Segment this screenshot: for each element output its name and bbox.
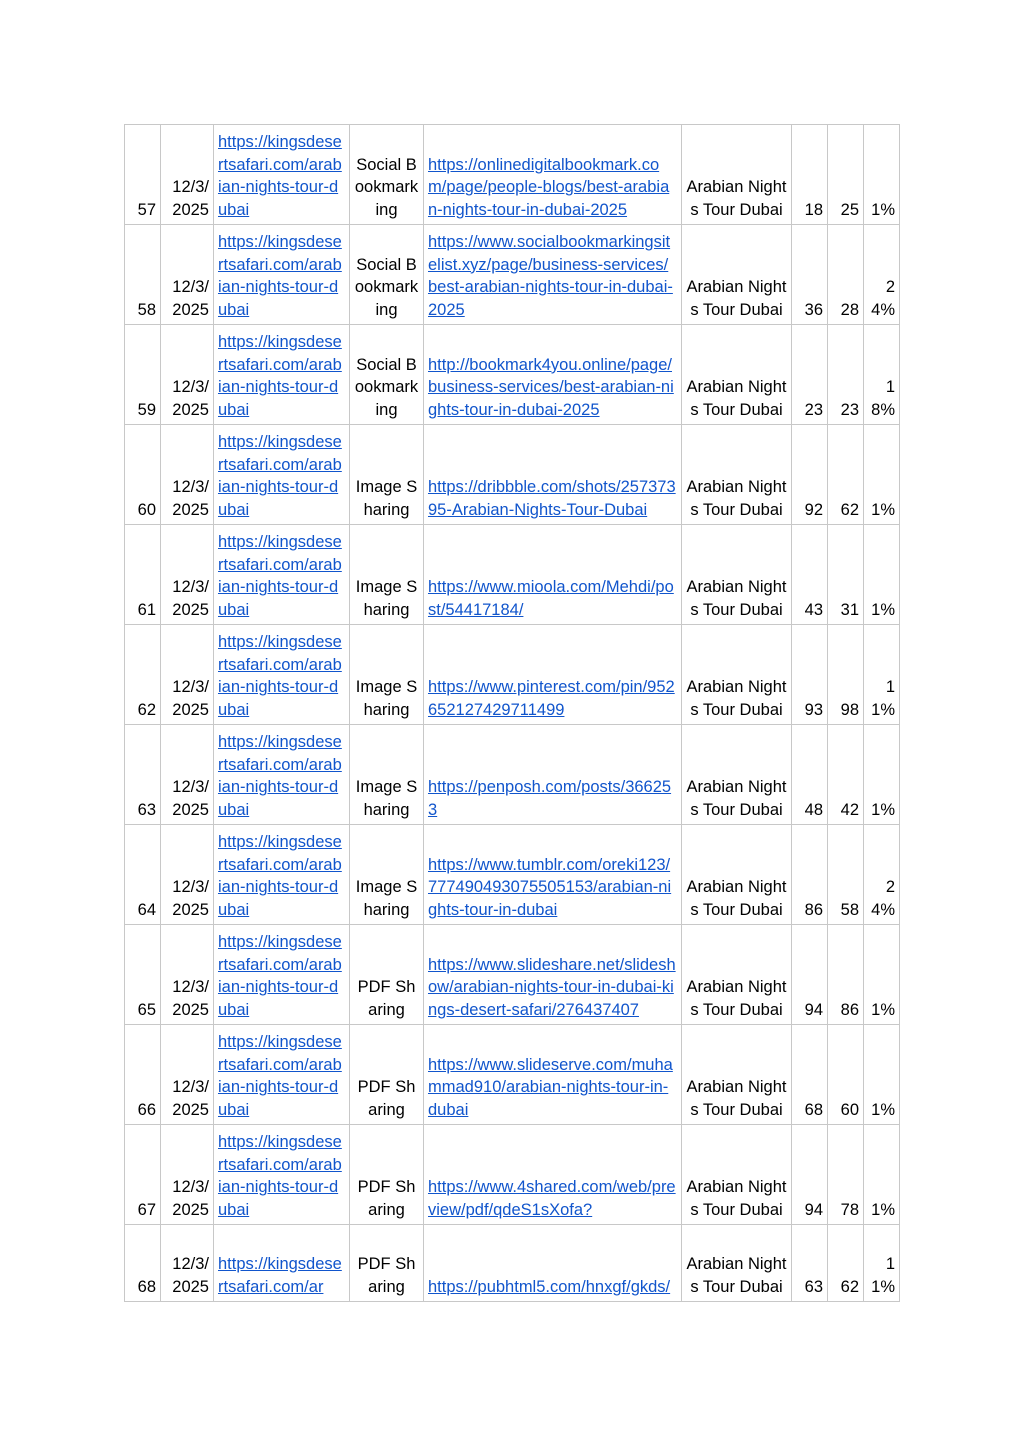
row-number-text: 57 xyxy=(137,201,156,220)
submission-url-link[interactable]: https://onlinedigitalbookmark.com/page/people-blogs/best-arabian-nights-tour-in-dubai-2025 xyxy=(428,155,670,220)
date-cell xyxy=(161,1025,214,1125)
date-cell xyxy=(161,325,214,425)
keyword-cell xyxy=(682,1225,792,1302)
submission-url-link[interactable]: https://www.socialbookmarkingsitelist.xyz/page/business-services/best-arabian-nights-tour-in-dubai-2025 xyxy=(428,232,673,320)
category-cell xyxy=(350,325,424,425)
submission-url-link[interactable]: http://bookmark4you.online/page/business-services/best-arabian-nights-tour-in-dubai-2025 xyxy=(428,355,674,420)
pa-text: 98 xyxy=(840,701,859,720)
category-text: PDF Sharing xyxy=(357,1178,416,1220)
category-text: Social Bookmarking xyxy=(354,155,419,220)
spam-score-cell xyxy=(864,1025,900,1125)
date-cell xyxy=(161,625,214,725)
keyword-cell xyxy=(682,725,792,825)
spam-score-text: 1% xyxy=(871,601,895,620)
category-cell xyxy=(350,125,424,225)
keyword-cell xyxy=(682,1125,792,1225)
table-row xyxy=(125,825,900,925)
keyword-text: Arabian Nights Tour Dubai xyxy=(686,378,787,420)
date-text: 12/3/2025 xyxy=(172,978,209,1020)
spam-score-text: 1% xyxy=(871,501,895,520)
target-url-link[interactable]: https://kingsdesertsafari.com/arabian-nights-tour-dubai xyxy=(218,832,342,920)
table-row xyxy=(125,525,900,625)
target-url-cell xyxy=(214,625,350,725)
pa-cell xyxy=(828,1025,864,1125)
spam-score-cell xyxy=(864,525,900,625)
category-cell xyxy=(350,1125,424,1225)
submission-url-cell xyxy=(424,725,682,825)
date-cell xyxy=(161,725,214,825)
spam-score-cell xyxy=(864,225,900,325)
spam-score-text: 1% xyxy=(871,1101,895,1120)
category-text: Social Bookmarking xyxy=(354,255,419,320)
date-text: 12/3/2025 xyxy=(172,1078,209,1120)
category-cell xyxy=(350,425,424,525)
da-cell xyxy=(792,625,828,725)
pa-cell xyxy=(828,825,864,925)
da-cell xyxy=(792,225,828,325)
submission-url-link[interactable]: https://www.4shared.com/web/preview/pdf/qdeS1sXofa? xyxy=(428,1178,676,1220)
keyword-text: Arabian Nights Tour Dubai xyxy=(686,778,787,820)
date-text: 12/3/2025 xyxy=(172,478,209,520)
target-url-cell xyxy=(214,325,350,425)
table-row xyxy=(125,625,900,725)
spam-score-text: 1% xyxy=(871,1201,895,1220)
pa-text: 62 xyxy=(840,501,859,520)
table-row xyxy=(125,725,900,825)
da-cell xyxy=(792,125,828,225)
pa-cell xyxy=(828,425,864,525)
submission-url-link[interactable]: https://dribbble.com/shots/25737395-Arabian-Nights-Tour-Dubai xyxy=(428,478,676,520)
keyword-text: Arabian Nights Tour Dubai xyxy=(686,178,787,220)
table-row xyxy=(125,425,900,525)
da-text: 94 xyxy=(804,1001,823,1020)
keyword-text: Arabian Nights Tour Dubai xyxy=(686,1078,787,1120)
target-url-link[interactable]: https://kingsdesertsafari.com/arabian-nights-tour-dubai xyxy=(218,932,342,1020)
submission-url-cell xyxy=(424,1025,682,1125)
date-text: 12/3/2025 xyxy=(172,378,209,420)
date-cell xyxy=(161,425,214,525)
submission-url-cell xyxy=(424,925,682,1025)
pa-text: 78 xyxy=(840,1201,859,1220)
category-cell xyxy=(350,825,424,925)
pa-cell xyxy=(828,1225,864,1302)
da-cell xyxy=(792,525,828,625)
da-text: 68 xyxy=(804,1101,823,1120)
keyword-cell xyxy=(682,325,792,425)
spam-score-cell xyxy=(864,425,900,525)
target-url-cell xyxy=(214,425,350,525)
row-number-text: 67 xyxy=(137,1201,156,1220)
da-cell xyxy=(792,1225,828,1302)
table-row xyxy=(125,1125,900,1225)
table-row xyxy=(125,125,900,225)
da-cell xyxy=(792,925,828,1025)
category-text: PDF Sharing xyxy=(357,978,416,1020)
pa-text: 60 xyxy=(840,1101,859,1120)
date-text: 12/3/2025 xyxy=(172,278,209,320)
target-url-cell xyxy=(214,825,350,925)
row-number-cell xyxy=(125,425,161,525)
target-url-cell xyxy=(214,125,350,225)
pa-cell xyxy=(828,125,864,225)
category-cell xyxy=(350,925,424,1025)
spam-score-cell xyxy=(864,1225,900,1302)
da-cell xyxy=(792,725,828,825)
submission-url-cell xyxy=(424,825,682,925)
row-number-cell xyxy=(125,225,161,325)
spam-score-cell xyxy=(864,825,900,925)
keyword-text: Arabian Nights Tour Dubai xyxy=(686,1255,787,1297)
pa-cell xyxy=(828,1125,864,1225)
category-cell xyxy=(350,225,424,325)
keyword-cell xyxy=(682,1025,792,1125)
row-number-cell xyxy=(125,125,161,225)
pa-cell xyxy=(828,925,864,1025)
row-number-cell xyxy=(125,325,161,425)
pa-cell xyxy=(828,225,864,325)
submission-url-link[interactable]: https://penposh.com/posts/366253 xyxy=(428,778,672,820)
target-url-link[interactable]: https://kingsdesertsafari.com/arabian-nights-tour-dubai xyxy=(218,732,342,820)
category-text: Image Sharing xyxy=(355,778,418,820)
da-text: 94 xyxy=(804,1201,823,1220)
keyword-cell xyxy=(682,525,792,625)
pa-text: 25 xyxy=(840,201,859,220)
spam-score-text: 1% xyxy=(871,201,895,220)
target-url-link[interactable]: https://kingsdesertsafari.com/arabian-nights-tour-dubai xyxy=(218,1032,342,1120)
da-cell xyxy=(792,425,828,525)
table-row xyxy=(125,1225,900,1302)
pa-text: 42 xyxy=(840,801,859,820)
submission-url-cell xyxy=(424,325,682,425)
date-text: 12/3/2025 xyxy=(172,1255,209,1297)
category-cell xyxy=(350,1025,424,1125)
submission-url-link[interactable]: https://www.slideserve.com/muhammad910/arabian-nights-tour-in-dubai xyxy=(428,1055,673,1120)
da-cell xyxy=(792,325,828,425)
date-text: 12/3/2025 xyxy=(172,678,209,720)
category-text: Social Bookmarking xyxy=(354,355,419,420)
keyword-text: Arabian Nights Tour Dubai xyxy=(686,978,787,1020)
spam-score-text: 11% xyxy=(871,678,895,720)
date-cell xyxy=(161,225,214,325)
table-row xyxy=(125,1025,900,1125)
pa-text: 31 xyxy=(840,601,859,620)
submission-url-cell xyxy=(424,125,682,225)
target-url-cell xyxy=(214,1225,350,1302)
pa-cell xyxy=(828,725,864,825)
keyword-cell xyxy=(682,225,792,325)
date-cell xyxy=(161,525,214,625)
row-number-cell xyxy=(125,1225,161,1302)
date-cell xyxy=(161,825,214,925)
date-text: 12/3/2025 xyxy=(172,778,209,820)
spam-score-text: 1% xyxy=(871,1001,895,1020)
pa-text: 62 xyxy=(840,1278,859,1297)
target-url-cell xyxy=(214,525,350,625)
row-number-cell xyxy=(125,1025,161,1125)
date-cell xyxy=(161,1225,214,1302)
da-text: 18 xyxy=(804,201,823,220)
pa-text: 86 xyxy=(840,1001,859,1020)
submission-url-cell xyxy=(424,225,682,325)
keyword-text: Arabian Nights Tour Dubai xyxy=(686,478,787,520)
category-text: PDF Sharing xyxy=(357,1255,416,1297)
spam-score-text: 24% xyxy=(871,278,895,320)
row-number-text: 58 xyxy=(137,301,156,320)
date-cell xyxy=(161,125,214,225)
target-url-link[interactable]: https://kingsdesertsafari.com/arabian-nights-tour-dubai xyxy=(218,1132,342,1220)
date-text: 12/3/2025 xyxy=(172,1178,209,1220)
target-url-link[interactable]: https://kingsdesertsafari.com/arabian-nights-tour-dubai xyxy=(218,332,342,420)
keyword-text: Arabian Nights Tour Dubai xyxy=(686,878,787,920)
keyword-cell xyxy=(682,125,792,225)
da-text: 36 xyxy=(804,301,823,320)
submission-url-link[interactable]: https://pubhtml5.com/hnxgf/gkds/ xyxy=(428,1278,671,1297)
da-cell xyxy=(792,1025,828,1125)
category-text: Image Sharing xyxy=(355,878,418,920)
target-url-link[interactable]: https://kingsdesertsafari.com/arabian-nights-tour-dubai xyxy=(218,632,342,720)
category-text: Image Sharing xyxy=(355,678,418,720)
date-text: 12/3/2025 xyxy=(172,178,209,220)
target-url-link[interactable]: https://kingsdesertsafari.com/arabian-nights-tour-dubai xyxy=(218,232,342,320)
submission-url-cell xyxy=(424,1225,682,1302)
spam-score-cell xyxy=(864,925,900,1025)
target-url-link[interactable]: https://kingsdesertsafari.com/arabian-nights-tour-dubai xyxy=(218,432,342,520)
date-text: 12/3/2025 xyxy=(172,878,209,920)
target-url-cell xyxy=(214,1125,350,1225)
pa-text: 23 xyxy=(840,401,859,420)
spam-score-text: 24% xyxy=(871,878,895,920)
da-cell xyxy=(792,825,828,925)
da-text: 63 xyxy=(804,1278,823,1297)
keyword-text: Arabian Nights Tour Dubai xyxy=(686,578,787,620)
submission-url-cell xyxy=(424,1125,682,1225)
row-number-text: 64 xyxy=(137,901,156,920)
row-number-cell xyxy=(125,1125,161,1225)
category-cell xyxy=(350,1225,424,1302)
row-number-text: 60 xyxy=(137,501,156,520)
row-number-cell xyxy=(125,525,161,625)
category-cell xyxy=(350,725,424,825)
category-text: PDF Sharing xyxy=(357,1078,416,1120)
table-row xyxy=(125,325,900,425)
category-text: Image Sharing xyxy=(355,578,418,620)
submission-url-link[interactable]: https://www.mioola.com/Mehdi/post/54417184/ xyxy=(428,578,674,620)
submission-url-link[interactable]: https://www.slideshare.net/slideshow/arabian-nights-tour-in-dubai-kings-desert-safari/276437407 xyxy=(428,955,676,1020)
target-url-link[interactable]: https://kingsdesertsafari.com/ar xyxy=(218,1255,342,1297)
target-url-cell xyxy=(214,1025,350,1125)
da-text: 92 xyxy=(804,501,823,520)
target-url-cell xyxy=(214,725,350,825)
date-cell xyxy=(161,1125,214,1225)
row-number-text: 63 xyxy=(137,801,156,820)
submission-url-cell xyxy=(424,625,682,725)
row-number-cell xyxy=(125,625,161,725)
spam-score-cell xyxy=(864,625,900,725)
keyword-text: Arabian Nights Tour Dubai xyxy=(686,1178,787,1220)
da-text: 48 xyxy=(804,801,823,820)
pa-cell xyxy=(828,625,864,725)
pa-cell xyxy=(828,525,864,625)
submission-url-cell xyxy=(424,525,682,625)
spam-score-text: 18% xyxy=(871,378,895,420)
row-number-text: 68 xyxy=(137,1278,156,1297)
row-number-text: 59 xyxy=(137,401,156,420)
row-number-text: 61 xyxy=(137,601,156,620)
keyword-text: Arabian Nights Tour Dubai xyxy=(686,678,787,720)
date-text: 12/3/2025 xyxy=(172,578,209,620)
keyword-text: Arabian Nights Tour Dubai xyxy=(686,278,787,320)
table-row xyxy=(125,925,900,1025)
submission-url-link[interactable]: https://www.pinterest.com/pin/952652127429711499 xyxy=(428,678,675,720)
backlink-report-table xyxy=(124,124,900,1302)
category-cell xyxy=(350,625,424,725)
submission-url-link[interactable]: https://www.tumblr.com/oreki123/777490493075505153/arabian-nights-tour-in-dubai xyxy=(428,855,672,920)
keyword-cell xyxy=(682,625,792,725)
da-text: 93 xyxy=(804,701,823,720)
pa-cell xyxy=(828,325,864,425)
keyword-cell xyxy=(682,825,792,925)
row-number-text: 65 xyxy=(137,1001,156,1020)
da-text: 86 xyxy=(804,901,823,920)
row-number-cell xyxy=(125,925,161,1025)
row-number-text: 66 xyxy=(137,1101,156,1120)
category-cell xyxy=(350,525,424,625)
keyword-cell xyxy=(682,925,792,1025)
spam-score-cell xyxy=(864,325,900,425)
keyword-cell xyxy=(682,425,792,525)
row-number-cell xyxy=(125,825,161,925)
pa-text: 28 xyxy=(840,301,859,320)
spam-score-cell xyxy=(864,125,900,225)
submission-url-cell xyxy=(424,425,682,525)
category-text: Image Sharing xyxy=(355,478,418,520)
target-url-cell xyxy=(214,225,350,325)
spam-score-cell xyxy=(864,725,900,825)
spam-score-text: 11% xyxy=(871,1255,895,1297)
da-text: 43 xyxy=(804,601,823,620)
table-body xyxy=(125,125,900,1302)
target-url-link[interactable]: https://kingsdesertsafari.com/arabian-nights-tour-dubai xyxy=(218,532,342,620)
spam-score-text: 1% xyxy=(871,801,895,820)
date-cell xyxy=(161,925,214,1025)
table-row xyxy=(125,225,900,325)
target-url-link[interactable]: https://kingsdesertsafari.com/arabian-nights-tour-dubai xyxy=(218,132,342,220)
spam-score-cell xyxy=(864,1125,900,1225)
da-cell xyxy=(792,1125,828,1225)
target-url-cell xyxy=(214,925,350,1025)
row-number-text: 62 xyxy=(137,701,156,720)
pa-text: 58 xyxy=(840,901,859,920)
row-number-cell xyxy=(125,725,161,825)
da-text: 23 xyxy=(804,401,823,420)
